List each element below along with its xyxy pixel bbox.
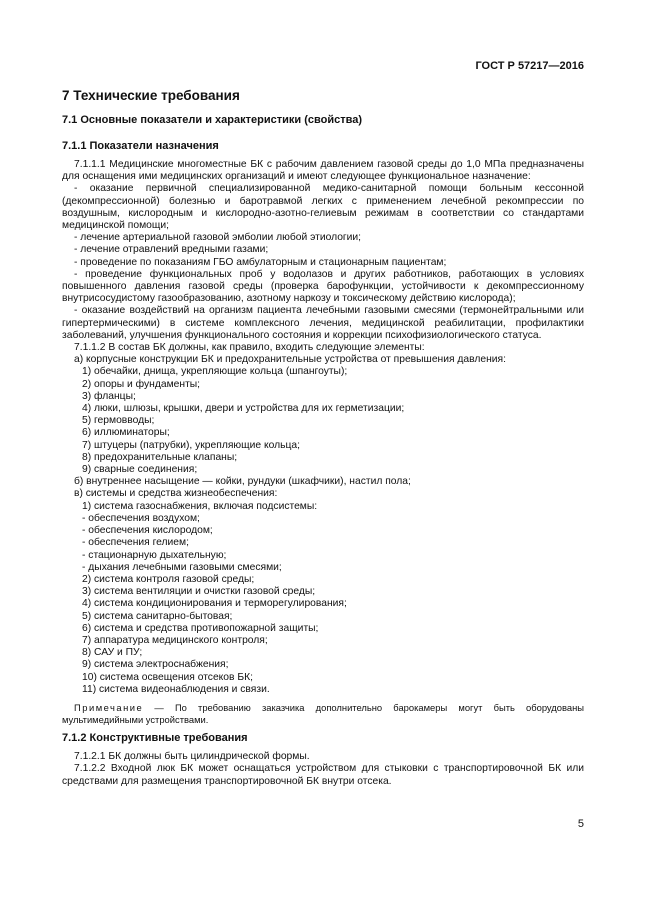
paragraph-7-1-2-1: 7.1.2.1 БК должны быть цилиндрической формы.: [74, 751, 310, 763]
list-item: 6) иллюминаторы;: [82, 427, 170, 439]
list-item: 10) система освещения отсеков БК;: [82, 671, 253, 683]
purpose-item: - лечение артериальной газовой эмболии любой этиологии;: [74, 232, 362, 244]
list-item: 6) система и средства противопожарной защиты;: [82, 622, 319, 634]
list-item: 4) люки, шлюзы, крышки, двери и устройства для их герметизации;: [82, 403, 405, 415]
page-content: [62, 88, 584, 788]
list-item: 1) система газоснабжения, включая подсистемы:: [82, 500, 318, 512]
list-item: 1) обечайки, днища, укрепляющие кольца (шпангоуты);: [82, 366, 348, 378]
note-text: — По требованию заказчика дополнительно барокамеры могут быть оборудованы мультимедийными устройствами.: [62, 701, 584, 725]
list-item: 2) система контроля газовой среды;: [82, 573, 255, 585]
note-label: Примечание: [74, 701, 144, 713]
purpose-item: - проведение по показаниям ГБО амбулаторным и стационарным пациентам;: [74, 256, 447, 268]
list-item: 7) штуцеры (патрубки), укрепляющие кольца;: [82, 439, 300, 451]
paragraph-7-1-1-1: 7.1.1.1 Медицинские многоместные БК с рабочим давлением газовой среды до 1,0 МПа предназначены для оснащения ими медицинских организаций и имеют следующее функциональное назначение:: [62, 159, 584, 183]
paragraph-7-1-1-2: 7.1.1.2 В состав БК должны, как правило, входить следующие элементы:: [74, 342, 425, 354]
subsubsection-title: 7.1.1 Показатели назначения: [62, 140, 219, 152]
list-item: 4) система кондиционирования и терморегулирования;: [82, 598, 347, 610]
list-item: 2) опоры и фундаменты;: [82, 378, 201, 390]
list-item: - обеспечения воздухом;: [82, 512, 200, 524]
list-item-c: в) системы и средства жизнеобеспечения:: [74, 488, 278, 500]
purpose-item: - лечение отравлений вредными газами;: [74, 244, 269, 256]
list-item: 9) сварные соединения;: [82, 464, 198, 476]
list-item: 3) фланцы;: [82, 390, 136, 402]
section-7-1-2-title: 7.1.2 Конструктивные требования: [62, 732, 248, 745]
list-item: 8) САУ и ПУ;: [82, 647, 143, 659]
page-number: 5: [577, 818, 584, 830]
subsection-title: 7.1 Основные показатели и характеристики (свойства): [62, 114, 362, 126]
list-item: 8) предохранительные клапаны;: [82, 451, 238, 463]
list-item: - стационарную дыхательную;: [82, 549, 227, 561]
purpose-item: - проведение функциональных проб у водолазов и других работников, работающих в условиях повышенного давления газовой среды (проверка барофункции, устойчивости к декомпрессионному внутрисосудистому газообразованию, азотному наркозу и токсическому действию кислорода);: [62, 268, 584, 305]
purpose-item: - оказание воздействий на организм пациента лечебными газовыми смесями (термонейтральными или гипертермическими) в системе комплексного лечения, медицинской реабилитации, профилактики заболеваний, улучшения функционального состояния и коррекции психофизиологического статуса.: [62, 305, 584, 341]
document-code: ГОСТ Р 57217—2016: [475, 60, 584, 72]
list-item: - обеспечения кислородом;: [82, 525, 213, 537]
note: [62, 702, 584, 725]
list-item: 5) гермовводы;: [82, 415, 155, 427]
list-item: 9) система электроснабжения;: [82, 659, 229, 671]
section-title: 7 Технические требования: [62, 88, 240, 103]
list-item: - дыхания лечебными газовыми смесями;: [82, 561, 282, 573]
list-item: 7) аппаратура медицинского контроля;: [82, 634, 268, 646]
list-item-a: а) корпусные конструкции БК и предохранительные устройства от превышения давления:: [74, 354, 506, 366]
list-item: - обеспечения гелием;: [82, 537, 189, 549]
list-item: 11) система видеонаблюдения и связи.: [82, 683, 270, 695]
list-item-b: б) внутреннее насыщение — койки, рундуки (шкафчики), настил пола;: [74, 476, 411, 488]
purpose-item: - оказание первичной специализированной медико-санитарной помощи больным кессонной (декомпрессионной) болезнью и баротравмой легких с применением лечебной рекомпрессии по воздушным, кислородным и кислородно-азотно-гелиевым режимам в соответствии со стандартами медицинской помощи;: [62, 183, 584, 232]
paragraph-7-1-2-2: 7.1.2.2 Входной люк БК может оснащаться устройством для стыковки с транспортировочной БК или средствами для размещения транспортировочной БК внутри отсека.: [62, 763, 584, 787]
list-item: 5) система санитарно-бытовая;: [82, 610, 233, 622]
list-item: 3) система вентиляции и очистки газовой среды;: [82, 586, 316, 598]
